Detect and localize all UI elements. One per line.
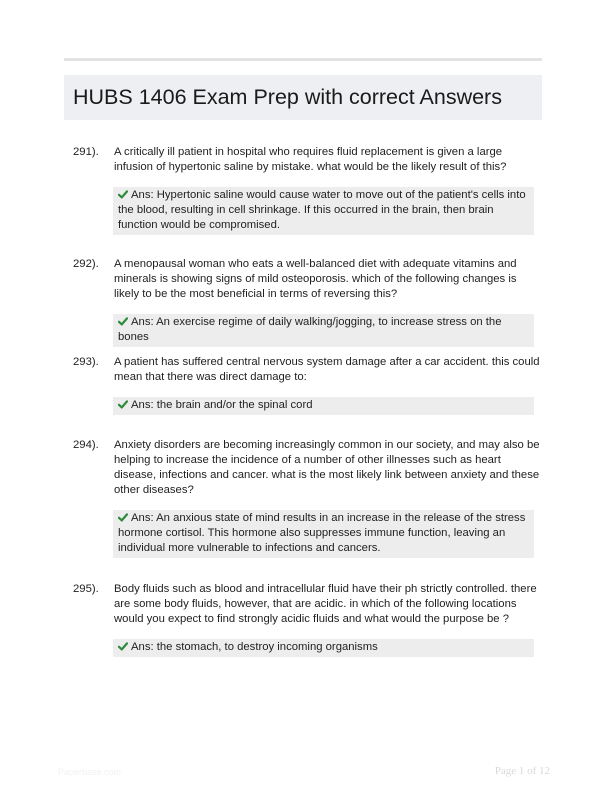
check-icon <box>118 642 128 651</box>
answer-text: Ans: Hypertonic saline would cause water to move out of the patient's cells into the blood, resulting in cell shrinkage. If this occurred in the brain, then brain function would be compromised. <box>118 189 526 231</box>
question-text: A patient has suffered central nervous system damage after a car accident. this could mean that there was direct damage to: <box>114 356 540 383</box>
question-text: Body fluids such as blood and intracellular fluid have their ph strictly controlled. there are some body fluids, however, that are acidic. in which of the following locations would you expect to find strongly acidic fluids and what would the purpose be ? <box>114 583 537 625</box>
question-row <box>73 582 543 627</box>
top-divider <box>64 58 542 61</box>
question-row <box>73 257 543 302</box>
answer-text: Ans: the brain and/or the spinal cord <box>131 399 313 411</box>
answer-box <box>113 510 534 558</box>
check-icon <box>118 400 128 409</box>
check-icon <box>118 190 128 199</box>
question-row <box>73 438 543 498</box>
question-row <box>73 355 543 385</box>
question-number: 295). <box>73 583 99 595</box>
qa-item <box>73 355 543 415</box>
question-number: 294). <box>73 439 99 451</box>
qa-item <box>73 145 543 235</box>
answer-box <box>113 397 534 415</box>
answer-box <box>113 639 534 657</box>
footer-watermark: Paperbase.com <box>58 767 122 777</box>
qa-item <box>73 257 543 347</box>
page-title: HUBS 1406 Exam Prep with correct Answers <box>73 85 502 109</box>
question-text: Anxiety disorders are becoming increasingly common in our society, and may also be helping to increase the incidence of a number of other illnesses such as heart disease, infections and cancer. what is the most likely link between anxiety and these other diseases? <box>114 439 540 496</box>
qa-item <box>73 582 543 657</box>
page-number: Page 1 of 12 <box>494 765 550 777</box>
answer-box <box>113 314 534 347</box>
check-icon <box>118 317 128 326</box>
answer-text: Ans: the stomach, to destroy incoming organisms <box>131 641 378 653</box>
answer-text: Ans: An exercise regime of daily walking/jogging, to increase stress on the bones <box>118 316 502 343</box>
answer-box <box>113 187 534 235</box>
check-icon <box>118 513 128 522</box>
question-number: 293). <box>73 356 99 368</box>
question-text: A menopausal woman who eats a well-balanced diet with adequate vitamins and minerals is showing signs of mild osteoporosis. which of the following changes is likely to be the most beneficial in terms of reversing this? <box>114 258 517 300</box>
question-number: 291). <box>73 146 99 158</box>
title-banner <box>64 75 542 120</box>
answer-text: Ans: An anxious state of mind results in an increase in the release of the stress hormone cortisol. This hormone also suppresses immune function, leaving an individual more vulnerable to infections and cancers. <box>118 512 526 554</box>
qa-item <box>73 438 543 558</box>
question-text: A critically ill patient in hospital who requires fluid replacement is given a large infusion of hypertonic saline by mistake. what would be the likely result of this? <box>114 146 507 173</box>
question-number: 292). <box>73 258 99 270</box>
question-row <box>73 145 543 175</box>
